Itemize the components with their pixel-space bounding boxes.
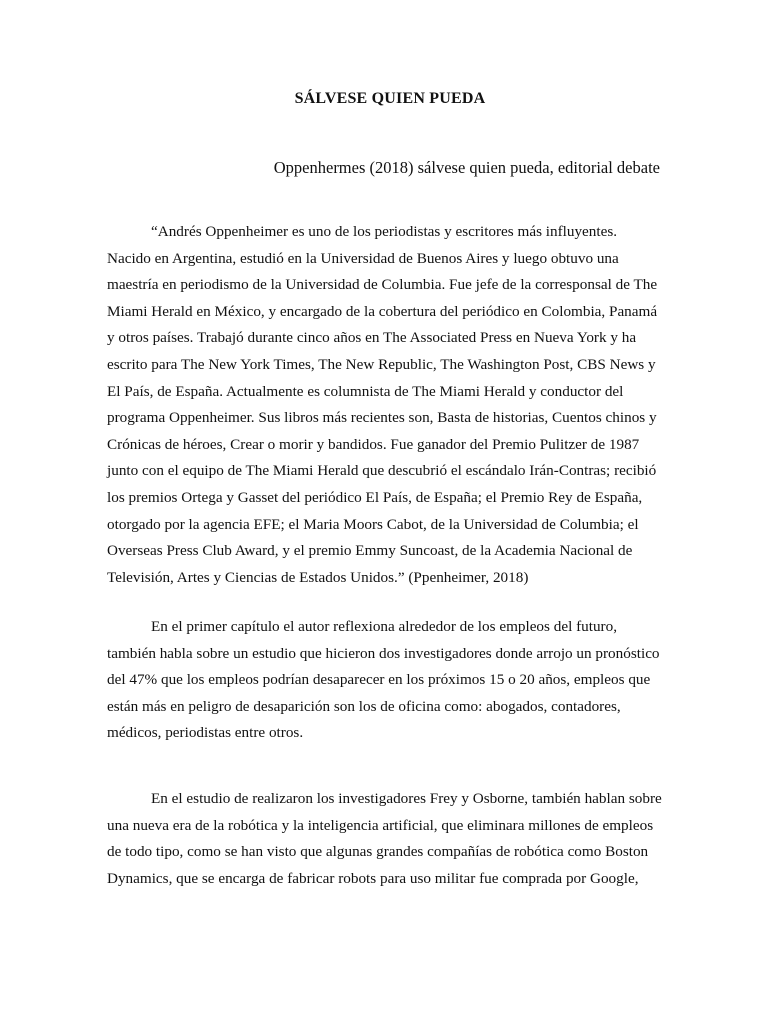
book-citation: Oppenhermes (2018) sálvese quien pueda, editorial debate — [273, 158, 660, 177]
paragraph-author-bio: “Andrés Oppenheimer es uno de los periodistas y escritores más influyentes. Nacido en Argentina, estudió en la Universidad de Buenos Aires y luego obtuvo una maestría en periodismo de la Universidad de Columbia. Fue jefe de la corresponsal de The Miami Herald en México, y encargado de la cobertura del periódico en Colombia, Panamá y otros países. Trabajó durante cinco años en The Associated Press en Nueva York y ha escrito para The New York Times, The New Republic, The Washington Post, CBS News y El País, de España. Actualmente es columnista de The Miami Herald y conductor del programa Oppenheimer. Sus libros más recientes son, Basta de historias, Cuentos chinos y Crónicas de héroes, Crear o morir y bandidos. Fue ganador del Premio Pulitzer de 1987 junto con el equipo de The Miami Herald que descubrió el escándalo Irán-Contras; recibió los premios Ortega y Gasset del periódico El País, de España; el Premio Rey de España, otorgado por la agencia EFE; el Maria Moors Cabot, de la Universidad de Columbia; el Overseas Press Club Award, y el premio Emmy Suncoast, de la Academia Nacional de Televisión, Artes y Ciencias de Estados Unidos.” (Ppenheimer, 2018) — [107, 223, 658, 586]
paragraph-frey-osborne-study: En el estudio de realizaron los investigadores Frey y Osborne, también hablan sobre una nueva era de la robótica y la inteligencia artificial, que eliminara millones de empleos de todo tipo, como se han visto que algunas grandes compañías de robótica como Boston Dynamics, que se encarga de fabricar robots para uso militar fue comprada por Google, — [107, 790, 662, 887]
document-title: SÁLVESE QUIEN PUEDA — [294, 90, 486, 107]
paragraph-chapter-one: En el primer capítulo el autor reflexiona alrededor de los empleos del futuro, también habla sobre un estudio que hicieron dos investigadores donde arrojo un pronóstico del 47% que los empleos podrían desaparecer en los próximos 15 o 20 años, empleos que están más en peligro de desaparición son los de oficina como: abogados, contadores, médicos, periodistas entre otros. — [107, 618, 660, 742]
